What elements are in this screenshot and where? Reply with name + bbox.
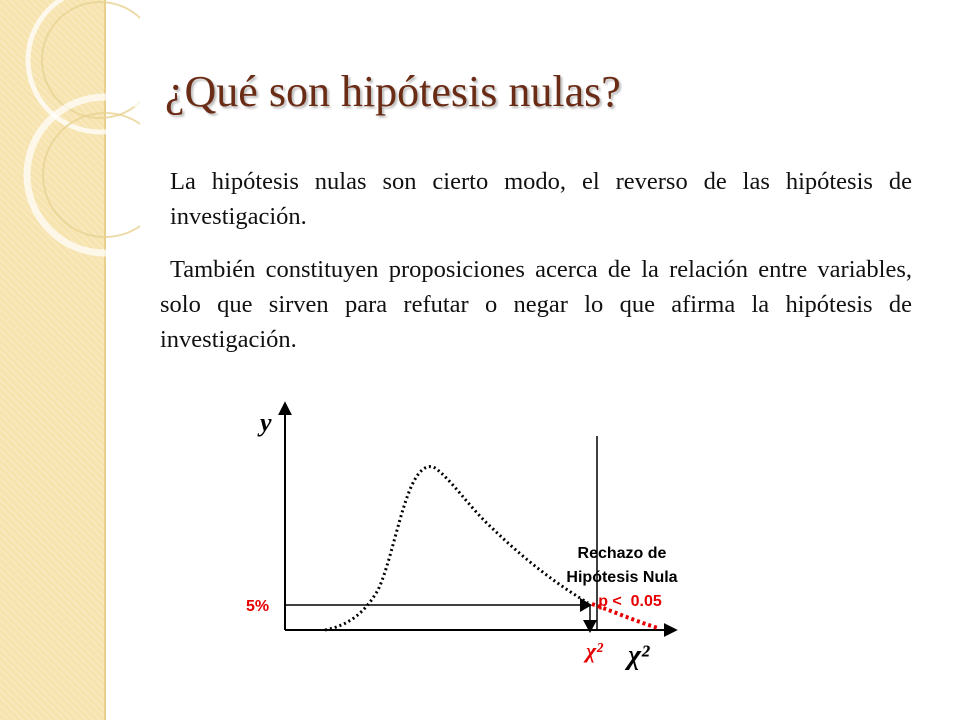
paragraph-explanation: También constituyen proposiciones acerca de la relación entre variables, solo que sirven para refutar o negar lo que afirma la hipótesis de investigación. <box>160 256 912 353</box>
chi-square-figure <box>230 390 770 680</box>
p-value-label: p < 0.05 <box>598 593 662 610</box>
x-axis-label: χ² <box>628 640 650 671</box>
rejection-region-title-2: Hipótesis Nula <box>566 569 678 586</box>
y-axis-label: y <box>260 408 272 437</box>
critical-drop-arrow <box>583 620 597 633</box>
rejection-region-title-1: Rechazo de <box>577 545 667 562</box>
five-percent-label: 5% <box>246 598 270 615</box>
decorative-rings <box>0 0 140 300</box>
paragraph-definition: La hipótesis nulas son cierto modo, el reverso de las hipótesis de investigación. <box>170 168 912 230</box>
critical-value-label: χ² <box>586 638 603 663</box>
slide-title: ¿Qué son hipótesis nulas? <box>165 67 621 116</box>
